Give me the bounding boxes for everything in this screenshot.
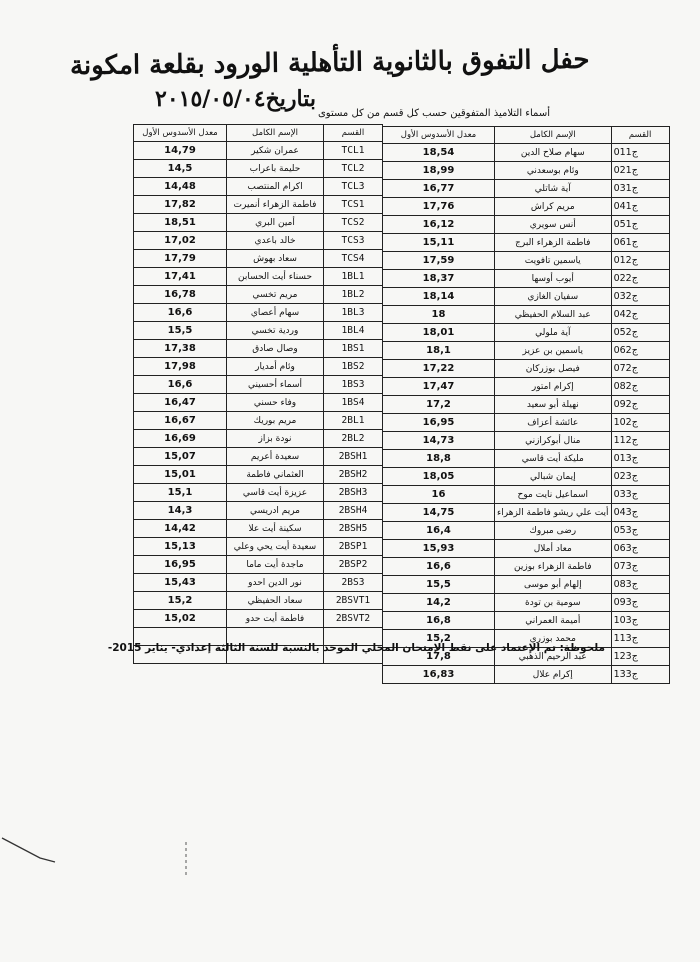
class-cell: 2BL2 bbox=[324, 430, 383, 448]
avg-cell: 15,2 bbox=[134, 592, 227, 610]
avg-cell: 18,37 bbox=[383, 270, 495, 288]
avg-cell: 18,99 bbox=[383, 162, 495, 180]
avg-cell: 17,2 bbox=[383, 396, 495, 414]
name-cell: وئام بوسعدني bbox=[495, 162, 612, 180]
table-row bbox=[383, 522, 670, 540]
scan-mark bbox=[180, 840, 192, 880]
avg-cell: 14,5 bbox=[134, 160, 227, 178]
table-row bbox=[383, 450, 670, 468]
class-cell: TCS2 bbox=[324, 214, 383, 232]
class-cell: 2BSVT2 bbox=[324, 610, 383, 628]
table-row bbox=[383, 288, 670, 306]
avg-cell: 15,1 bbox=[134, 484, 227, 502]
name-cell: سهام أعصاي bbox=[227, 304, 324, 322]
name-cell: سكينة أيت علا bbox=[227, 520, 324, 538]
avg-cell: 14,73 bbox=[383, 432, 495, 450]
class-cell: 2BSH3 bbox=[324, 484, 383, 502]
header-avg: معدل الأسدوس الأول bbox=[134, 125, 227, 142]
table-row bbox=[383, 612, 670, 630]
name-cell: منال أبوكرازني bbox=[495, 432, 612, 450]
scan-mark bbox=[0, 820, 60, 880]
table-row bbox=[134, 286, 383, 304]
table-row bbox=[383, 306, 670, 324]
avg-cell: 17,98 bbox=[134, 358, 227, 376]
level-cell: 08ج3 bbox=[611, 576, 669, 594]
table-row bbox=[383, 540, 670, 558]
avg-cell: 18,14 bbox=[383, 288, 495, 306]
table-row bbox=[383, 252, 670, 270]
header-level: القسم bbox=[611, 127, 669, 144]
name-cell: سعيدة أعريم bbox=[227, 448, 324, 466]
class-cell: TCS4 bbox=[324, 250, 383, 268]
avg-cell: 17,47 bbox=[383, 378, 495, 396]
header-class: القسم bbox=[324, 125, 383, 142]
table-row bbox=[134, 232, 383, 250]
class-cell: 2BSH2 bbox=[324, 466, 383, 484]
avg-cell: 18,1 bbox=[383, 342, 495, 360]
class-cell: 1BS4 bbox=[324, 394, 383, 412]
footnote: ملحوظة: تم الإعتماد على نقط الإمتحان المحلي الموحد بالنسبة للسنة الثالثة إعدادي- يناير 2015- bbox=[107, 642, 605, 654]
name-cell: مليكة أيت قاسي bbox=[495, 450, 612, 468]
class-cell: 2BSP2 bbox=[324, 556, 383, 574]
name-cell: فاطمة الزهراء بوزين bbox=[495, 558, 612, 576]
name-cell: سعاد الحفيظي bbox=[227, 592, 324, 610]
name-cell: وفاء حسني bbox=[227, 394, 324, 412]
table-row bbox=[134, 196, 383, 214]
class-cell: 1BL3 bbox=[324, 304, 383, 322]
table-subtitle: أسماء التلاميذ المتفوقين حسب كل قسم من كل مستوى bbox=[317, 108, 550, 119]
level-cell: 07ج2 bbox=[611, 360, 669, 378]
table-row bbox=[383, 342, 670, 360]
table-row bbox=[383, 216, 670, 234]
avg-cell: 14,3 bbox=[134, 502, 227, 520]
page-title: حفل التفوق بالثانوية التأهلية الورود بقلعة امكونة bbox=[70, 44, 591, 82]
table-row bbox=[134, 322, 383, 340]
avg-cell: 17,41 bbox=[134, 268, 227, 286]
table-row bbox=[134, 358, 383, 376]
avg-cell: 16,6 bbox=[134, 304, 227, 322]
name-cell: اسماعيل نايت موح bbox=[495, 486, 612, 504]
avg-cell: 18,05 bbox=[383, 468, 495, 486]
avg-cell: 14,48 bbox=[134, 178, 227, 196]
avg-cell: 17,82 bbox=[134, 196, 227, 214]
table-row bbox=[383, 270, 670, 288]
level-cell: 09ج3 bbox=[611, 594, 669, 612]
avg-cell: 18 bbox=[383, 306, 495, 324]
table-row bbox=[383, 396, 670, 414]
table-row bbox=[383, 198, 670, 216]
avg-cell: 16 bbox=[383, 486, 495, 504]
class-cell: 2BSVT1 bbox=[324, 592, 383, 610]
name-cell: آية شاتلي bbox=[495, 180, 612, 198]
table-row bbox=[134, 430, 383, 448]
name-cell: أيوب أوسها bbox=[495, 270, 612, 288]
name-cell: آية ملولي bbox=[495, 324, 612, 342]
table-row bbox=[383, 504, 670, 522]
level-cell: 05ج2 bbox=[611, 324, 669, 342]
name-cell: خالد باعدي bbox=[227, 232, 324, 250]
name-cell: ماجدة أيت ماما bbox=[227, 556, 324, 574]
avg-cell: 15,02 bbox=[134, 610, 227, 628]
table-row bbox=[134, 484, 383, 502]
name-cell: مريم تخسي bbox=[227, 286, 324, 304]
avg-cell: 17,02 bbox=[134, 232, 227, 250]
avg-cell: 16,67 bbox=[134, 412, 227, 430]
avg-cell: 17,59 bbox=[383, 252, 495, 270]
level-cell: 05ج3 bbox=[611, 522, 669, 540]
class-cell: 1BS2 bbox=[324, 358, 383, 376]
table-row bbox=[134, 520, 383, 538]
name-cell: عبد السلام الحفيظي bbox=[495, 306, 612, 324]
class-cell: 1BS1 bbox=[324, 340, 383, 358]
table-row bbox=[134, 160, 383, 178]
name-cell: عائشة أعزاف bbox=[495, 414, 612, 432]
table-row bbox=[383, 594, 670, 612]
class-cell: TCL1 bbox=[324, 142, 383, 160]
table-row bbox=[383, 486, 670, 504]
name-cell: نودة بزاز bbox=[227, 430, 324, 448]
level-cell: 12ج3 bbox=[611, 648, 669, 666]
name-cell: فاطمة أيت حدو bbox=[227, 610, 324, 628]
class-cell: 2BSH5 bbox=[324, 520, 383, 538]
avg-cell: 15,07 bbox=[134, 448, 227, 466]
name-cell: مريم بوريك bbox=[227, 412, 324, 430]
name-cell: فاطمة الزهراء أنميرت bbox=[227, 196, 324, 214]
name-cell: نهيلة أبو سعيد bbox=[495, 396, 612, 414]
level-cell: 03ج1 bbox=[611, 180, 669, 198]
name-cell: عبد الرحيم الذهبي bbox=[495, 648, 612, 666]
avg-cell: 17,38 bbox=[134, 340, 227, 358]
class-cell: TCL2 bbox=[324, 160, 383, 178]
name-cell: العثماني فاطمة bbox=[227, 466, 324, 484]
table-row bbox=[383, 576, 670, 594]
level-cell: 01ج1 bbox=[611, 144, 669, 162]
level-cell: 06ج2 bbox=[611, 342, 669, 360]
level-cell: 01ج2 bbox=[611, 252, 669, 270]
name-cell: مريم ادريسي bbox=[227, 502, 324, 520]
name-cell: إكرام امتور bbox=[495, 378, 612, 396]
name-cell: سعيدة أيت يحي وعلي bbox=[227, 538, 324, 556]
avg-cell: 15,43 bbox=[134, 574, 227, 592]
name-cell: أمين البري bbox=[227, 214, 324, 232]
avg-cell: 17,79 bbox=[134, 250, 227, 268]
levels-table bbox=[382, 126, 670, 684]
name-cell: محمد بوزري bbox=[495, 630, 612, 648]
page-date: بتاريخ٢٠١٥/٠٥/٠٤ bbox=[155, 86, 317, 112]
classes-table bbox=[133, 124, 383, 664]
avg-cell: 14,79 bbox=[134, 142, 227, 160]
avg-cell: 14,75 bbox=[383, 504, 495, 522]
name-cell: مريم كراش bbox=[495, 198, 612, 216]
class-cell: 1BL4 bbox=[324, 322, 383, 340]
level-cell: 10ج2 bbox=[611, 414, 669, 432]
header-name: الإسم الكامل bbox=[495, 127, 612, 144]
level-cell: 03ج3 bbox=[611, 486, 669, 504]
name-cell: أميمة العمراني bbox=[495, 612, 612, 630]
name-cell: فاطمة الزهراء البرج bbox=[495, 234, 612, 252]
table-row bbox=[134, 556, 383, 574]
avg-cell: 18,01 bbox=[383, 324, 495, 342]
table-row bbox=[134, 502, 383, 520]
avg-cell: 16,47 bbox=[134, 394, 227, 412]
level-cell: 07ج3 bbox=[611, 558, 669, 576]
name-cell: أسماء أحسيني bbox=[227, 376, 324, 394]
avg-cell: 14,42 bbox=[134, 520, 227, 538]
name-cell: عزيزة أيت قاسي bbox=[227, 484, 324, 502]
table-row bbox=[134, 412, 383, 430]
table-header-row bbox=[383, 127, 670, 144]
name-cell: وردية تخسي bbox=[227, 322, 324, 340]
name-cell: إلهام أبو موسى bbox=[495, 576, 612, 594]
level-cell: 09ج2 bbox=[611, 396, 669, 414]
table-row bbox=[134, 340, 383, 358]
avg-cell: 16,12 bbox=[383, 216, 495, 234]
class-cell: TCS3 bbox=[324, 232, 383, 250]
name-cell: حليمة باعراب bbox=[227, 160, 324, 178]
table-row bbox=[134, 142, 383, 160]
name-cell: وصال صادق bbox=[227, 340, 324, 358]
avg-cell: 17,22 bbox=[383, 360, 495, 378]
class-cell: 2BSH1 bbox=[324, 448, 383, 466]
name-cell: حسناء أيت الحسابن bbox=[227, 268, 324, 286]
header-avg: معدل الأسدوس الأول bbox=[383, 127, 495, 144]
name-cell: أيت علي ريشو فاطمة الزهراء bbox=[495, 504, 612, 522]
name-cell: عمران شكير bbox=[227, 142, 324, 160]
header-name: الإسم الكامل bbox=[227, 125, 324, 142]
level-cell: 01ج3 bbox=[611, 450, 669, 468]
name-cell: إكرام علال bbox=[495, 666, 612, 684]
table-row bbox=[134, 466, 383, 484]
table-row bbox=[134, 304, 383, 322]
name-cell: ياسمين تافويت bbox=[495, 252, 612, 270]
avg-cell: 16,77 bbox=[383, 180, 495, 198]
avg-cell: 15,13 bbox=[134, 538, 227, 556]
avg-cell: 15,01 bbox=[134, 466, 227, 484]
avg-cell: 15,11 bbox=[383, 234, 495, 252]
level-cell: 11ج3 bbox=[611, 630, 669, 648]
level-cell: 11ج2 bbox=[611, 432, 669, 450]
avg-cell: 15,93 bbox=[383, 540, 495, 558]
class-cell: TCS1 bbox=[324, 196, 383, 214]
table-row bbox=[383, 162, 670, 180]
level-cell: 08ج2 bbox=[611, 378, 669, 396]
avg-cell: 16,8 bbox=[383, 612, 495, 630]
table-row bbox=[134, 178, 383, 196]
avg-cell: 15,5 bbox=[383, 576, 495, 594]
level-cell: 04ج3 bbox=[611, 504, 669, 522]
table-row bbox=[383, 558, 670, 576]
table-row bbox=[383, 324, 670, 342]
avg-cell: 18,51 bbox=[134, 214, 227, 232]
name-cell: سعاد بهوش bbox=[227, 250, 324, 268]
avg-cell: 16,69 bbox=[134, 430, 227, 448]
table-row bbox=[383, 234, 670, 252]
level-cell: 02ج2 bbox=[611, 270, 669, 288]
avg-cell: 16,95 bbox=[134, 556, 227, 574]
class-cell: 2BSH4 bbox=[324, 502, 383, 520]
name-cell: سهام صلاح الدين bbox=[495, 144, 612, 162]
avg-cell: 16,95 bbox=[383, 414, 495, 432]
table-row bbox=[383, 666, 670, 684]
class-cell: 1BS3 bbox=[324, 376, 383, 394]
avg-cell: 16,6 bbox=[383, 558, 495, 576]
class-cell: 2BSP1 bbox=[324, 538, 383, 556]
level-cell: 02ج1 bbox=[611, 162, 669, 180]
table-row bbox=[383, 432, 670, 450]
table-row bbox=[383, 414, 670, 432]
avg-cell: 16,78 bbox=[134, 286, 227, 304]
table-row bbox=[383, 378, 670, 396]
table-row bbox=[134, 394, 383, 412]
avg-cell: 14,2 bbox=[383, 594, 495, 612]
avg-cell: 18,54 bbox=[383, 144, 495, 162]
class-cell: TCL3 bbox=[324, 178, 383, 196]
avg-cell: 17,8 bbox=[383, 648, 495, 666]
name-cell: إيمان شبالي bbox=[495, 468, 612, 486]
avg-cell: 16,83 bbox=[383, 666, 495, 684]
name-cell: وئام أمديار bbox=[227, 358, 324, 376]
level-cell: 06ج1 bbox=[611, 234, 669, 252]
avg-cell: 15,5 bbox=[134, 322, 227, 340]
table-row bbox=[134, 268, 383, 286]
avg-cell: 15,2 bbox=[383, 630, 495, 648]
level-cell: 03ج2 bbox=[611, 288, 669, 306]
class-cell: 1BL1 bbox=[324, 268, 383, 286]
class-cell: 2BL1 bbox=[324, 412, 383, 430]
level-cell: 13ج3 bbox=[611, 666, 669, 684]
class-cell: 2BS3 bbox=[324, 574, 383, 592]
name-cell: نور الدين احدو bbox=[227, 574, 324, 592]
class-cell: 1BL2 bbox=[324, 286, 383, 304]
name-cell: رضى مبروك bbox=[495, 522, 612, 540]
name-cell: اكرام المنتصب bbox=[227, 178, 324, 196]
table-row bbox=[134, 538, 383, 556]
avg-cell: 18,8 bbox=[383, 450, 495, 468]
level-cell: 04ج2 bbox=[611, 306, 669, 324]
name-cell: أنس سويري bbox=[495, 216, 612, 234]
table-row bbox=[134, 448, 383, 466]
table-row bbox=[383, 144, 670, 162]
table-row bbox=[383, 468, 670, 486]
table-header-row bbox=[134, 125, 383, 142]
table-row bbox=[134, 610, 383, 628]
avg-cell: 17,76 bbox=[383, 198, 495, 216]
name-cell: فيصل بوزركان bbox=[495, 360, 612, 378]
level-cell: 10ج3 bbox=[611, 612, 669, 630]
table-row bbox=[134, 214, 383, 232]
name-cell: ياسمين بن عزيز bbox=[495, 342, 612, 360]
avg-cell: 16,6 bbox=[134, 376, 227, 394]
name-cell: معاد أملال bbox=[495, 540, 612, 558]
level-cell: 06ج3 bbox=[611, 540, 669, 558]
table-row bbox=[134, 250, 383, 268]
table-row bbox=[383, 360, 670, 378]
table-row bbox=[383, 180, 670, 198]
table-row bbox=[134, 376, 383, 394]
level-cell: 05ج1 bbox=[611, 216, 669, 234]
name-cell: سفيان الغازي bbox=[495, 288, 612, 306]
level-cell: 02ج3 bbox=[611, 468, 669, 486]
table-row bbox=[134, 592, 383, 610]
level-cell: 04ج1 bbox=[611, 198, 669, 216]
table-row bbox=[134, 574, 383, 592]
name-cell: سومية بن تودة bbox=[495, 594, 612, 612]
avg-cell: 16,4 bbox=[383, 522, 495, 540]
